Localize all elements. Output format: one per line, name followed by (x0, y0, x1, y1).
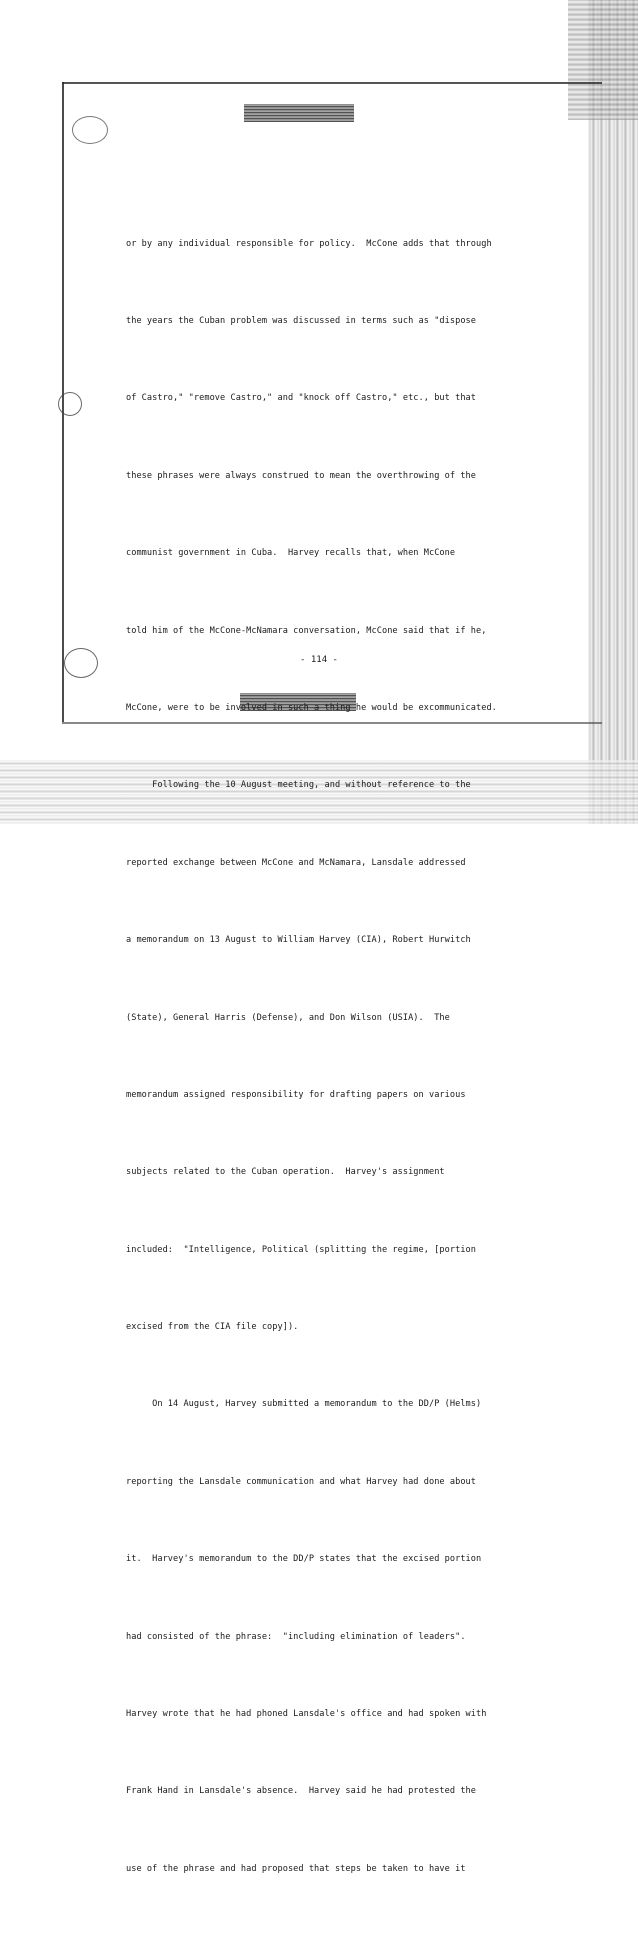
punch-hole-mark (58, 392, 82, 416)
text-line: it. Harvey's memorandum to the DD/P states that the excised portion (126, 1554, 482, 1565)
text-line: reported exchange between McCone and McNamara, Lansdale addressed (126, 857, 466, 868)
text-line: McCone, were to be involved in such a thing he would be excommunicated. (126, 702, 497, 713)
text-line: these phrases were always construed to mean the overthrowing of the (126, 470, 476, 481)
text-line: included: "Intelligence, Political (splitting the regime, [portion (126, 1244, 476, 1255)
scan-edge-shadow (588, 0, 638, 824)
classification-stamp-top (244, 104, 354, 122)
text-line: memorandum assigned responsibility for drafting papers on various (126, 1089, 466, 1100)
text-line: communist government in Cuba. Harvey recalls that, when McCone (126, 548, 456, 559)
text-line: or by any individual responsible for policy. McCone adds that through (126, 238, 492, 249)
punch-hole-mark (72, 116, 108, 144)
text-line: subjects related to the Cuban operation. Harvey's assignment (126, 1167, 445, 1178)
text-line: had consisted of the phrase: "including elimination of leaders". (126, 1631, 466, 1642)
text-line: (State), General Harris (Defense), and Don Wilson (USIA). The (126, 1012, 450, 1023)
scan-edge-noise (568, 0, 638, 120)
page-border-top (62, 82, 602, 84)
text-line: a memorandum on 13 August to William Harvey (CIA), Robert Hurwitch (126, 935, 471, 946)
text-line: told him of the McCone-McNamara conversation, McCone said that if he, (126, 625, 487, 636)
text-line: reporting the Lansdale communication and what Harvey had done about (126, 1476, 476, 1487)
text-line: of Castro," "remove Castro," and "knock off Castro," etc., but that (126, 393, 476, 404)
text-line: the years the Cuban problem was discussed in terms such as "dispose (126, 315, 476, 326)
text-line: excised from the CIA file copy]). (126, 1322, 299, 1333)
text-line: use of the phrase and had proposed that steps be taken to have it (126, 1863, 466, 1874)
text-line: On 14 August, Harvey submitted a memorandum to the DD/P (Helms) (126, 1399, 482, 1410)
text-line: Harvey wrote that he had phoned Lansdale's office and had spoken with (126, 1709, 487, 1720)
page-number: - 114 - (300, 655, 338, 665)
text-line: Following the 10 August meeting, and without reference to the (126, 780, 471, 791)
body-text (126, 180, 496, 1934)
text-line: Frank Hand in Lansdale's absence. Harvey said he had protested the (126, 1786, 476, 1797)
